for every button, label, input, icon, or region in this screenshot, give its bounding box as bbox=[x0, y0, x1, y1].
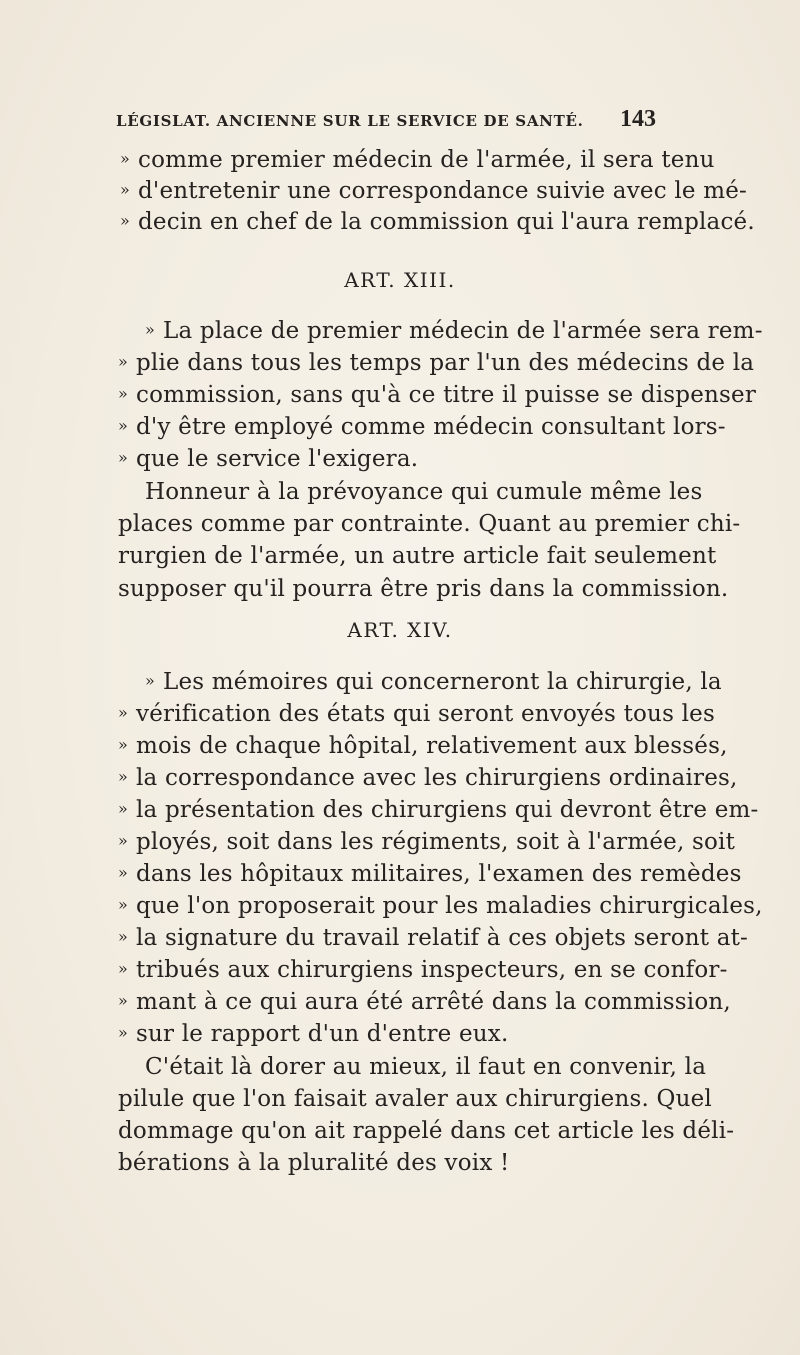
quote-mark: » bbox=[120, 211, 130, 230]
running-head bbox=[116, 106, 656, 136]
quote-mark: » bbox=[118, 352, 128, 371]
article-heading: ART. XIV. bbox=[347, 618, 453, 642]
quote-mark: » bbox=[118, 959, 128, 978]
quote-mark: » bbox=[120, 149, 130, 168]
article-heading: ART. XIII. bbox=[344, 268, 456, 292]
text-line: C'était là dorer au mieux, il faut en convenir, la bbox=[145, 1054, 707, 1080]
text-line: rurgien de l'armée, un autre article fait seulement bbox=[118, 543, 717, 569]
quote-mark: » bbox=[118, 863, 128, 882]
text-line: bérations à la pluralité des voix ! bbox=[118, 1150, 510, 1176]
quote-mark: » bbox=[118, 1023, 128, 1042]
quote-mark: » bbox=[118, 384, 128, 403]
text-line: » sur le rapport d'un d'entre eux. bbox=[118, 1019, 508, 1049]
quote-mark: » bbox=[145, 671, 155, 690]
quote-mark: » bbox=[118, 735, 128, 754]
text-line: » la correspondance avec les chirurgiens ordinaires, bbox=[118, 763, 738, 793]
text-line: » tribués aux chirurgiens inspecteurs, en se confor- bbox=[118, 955, 728, 985]
page-number: 143 bbox=[620, 106, 656, 132]
text-line: supposer qu'il pourra être pris dans la commission. bbox=[118, 576, 729, 602]
quote-mark: » bbox=[145, 320, 155, 339]
text-line: » vérification des états qui seront envoyés tous les bbox=[118, 699, 715, 729]
text-line: » decin en chef de la commission qui l'aura remplacé. bbox=[120, 207, 755, 237]
text-line: » ployés, soit dans les régiments, soit à l'armée, soit bbox=[118, 827, 735, 857]
quote-mark: » bbox=[118, 831, 128, 850]
quote-mark: » bbox=[118, 703, 128, 722]
text-line: » la présentation des chirurgiens qui devront être em- bbox=[118, 795, 758, 825]
quote-mark: » bbox=[118, 767, 128, 786]
text-line: » La place de premier médecin de l'armée sera rem- bbox=[145, 316, 763, 346]
text-line: » d'y être employé comme médecin consultant lors- bbox=[118, 412, 726, 442]
quote-mark: » bbox=[118, 927, 128, 946]
text-line: » que l'on proposerait pour les maladies chirurgicales, bbox=[118, 891, 763, 921]
text-line: » que le service l'exigera. bbox=[118, 444, 418, 474]
quote-mark: » bbox=[120, 180, 130, 199]
text-line: places comme par contrainte. Quant au premier chi- bbox=[118, 511, 741, 537]
quote-mark: » bbox=[118, 991, 128, 1010]
text-line: pilule que l'on faisait avaler aux chirurgiens. Quel bbox=[118, 1086, 712, 1112]
quote-mark: » bbox=[118, 416, 128, 435]
quote-mark: » bbox=[118, 895, 128, 914]
text-line: » dans les hôpitaux militaires, l'examen des remèdes bbox=[118, 859, 742, 889]
text-line: Honneur à la prévoyance qui cumule même les bbox=[145, 479, 703, 505]
text-line: » Les mémoires qui concerneront la chirurgie, la bbox=[145, 667, 722, 697]
text-line: dommage qu'on ait rappelé dans cet article les déli- bbox=[118, 1118, 735, 1144]
text-line: » mant à ce qui aura été arrêté dans la commission, bbox=[118, 987, 731, 1017]
text-line: » comme premier médecin de l'armée, il sera tenu bbox=[120, 145, 715, 175]
text-line: » commission, sans qu'à ce titre il puisse se dispenser bbox=[118, 380, 756, 410]
text-line: » la signature du travail relatif à ces objets seront at- bbox=[118, 923, 748, 953]
text-line: » mois de chaque hôpital, relativement aux blessés, bbox=[118, 731, 728, 761]
running-title: LÉGISLAT. ANCIENNE SUR LE SERVICE DE SANTÉ. bbox=[116, 112, 584, 130]
quote-mark: » bbox=[118, 799, 128, 818]
text-line: » plie dans tous les temps par l'un des médecins de la bbox=[118, 348, 754, 378]
quote-mark: » bbox=[118, 448, 128, 467]
text-line: » d'entretenir une correspondance suivie avec le mé- bbox=[120, 176, 747, 206]
